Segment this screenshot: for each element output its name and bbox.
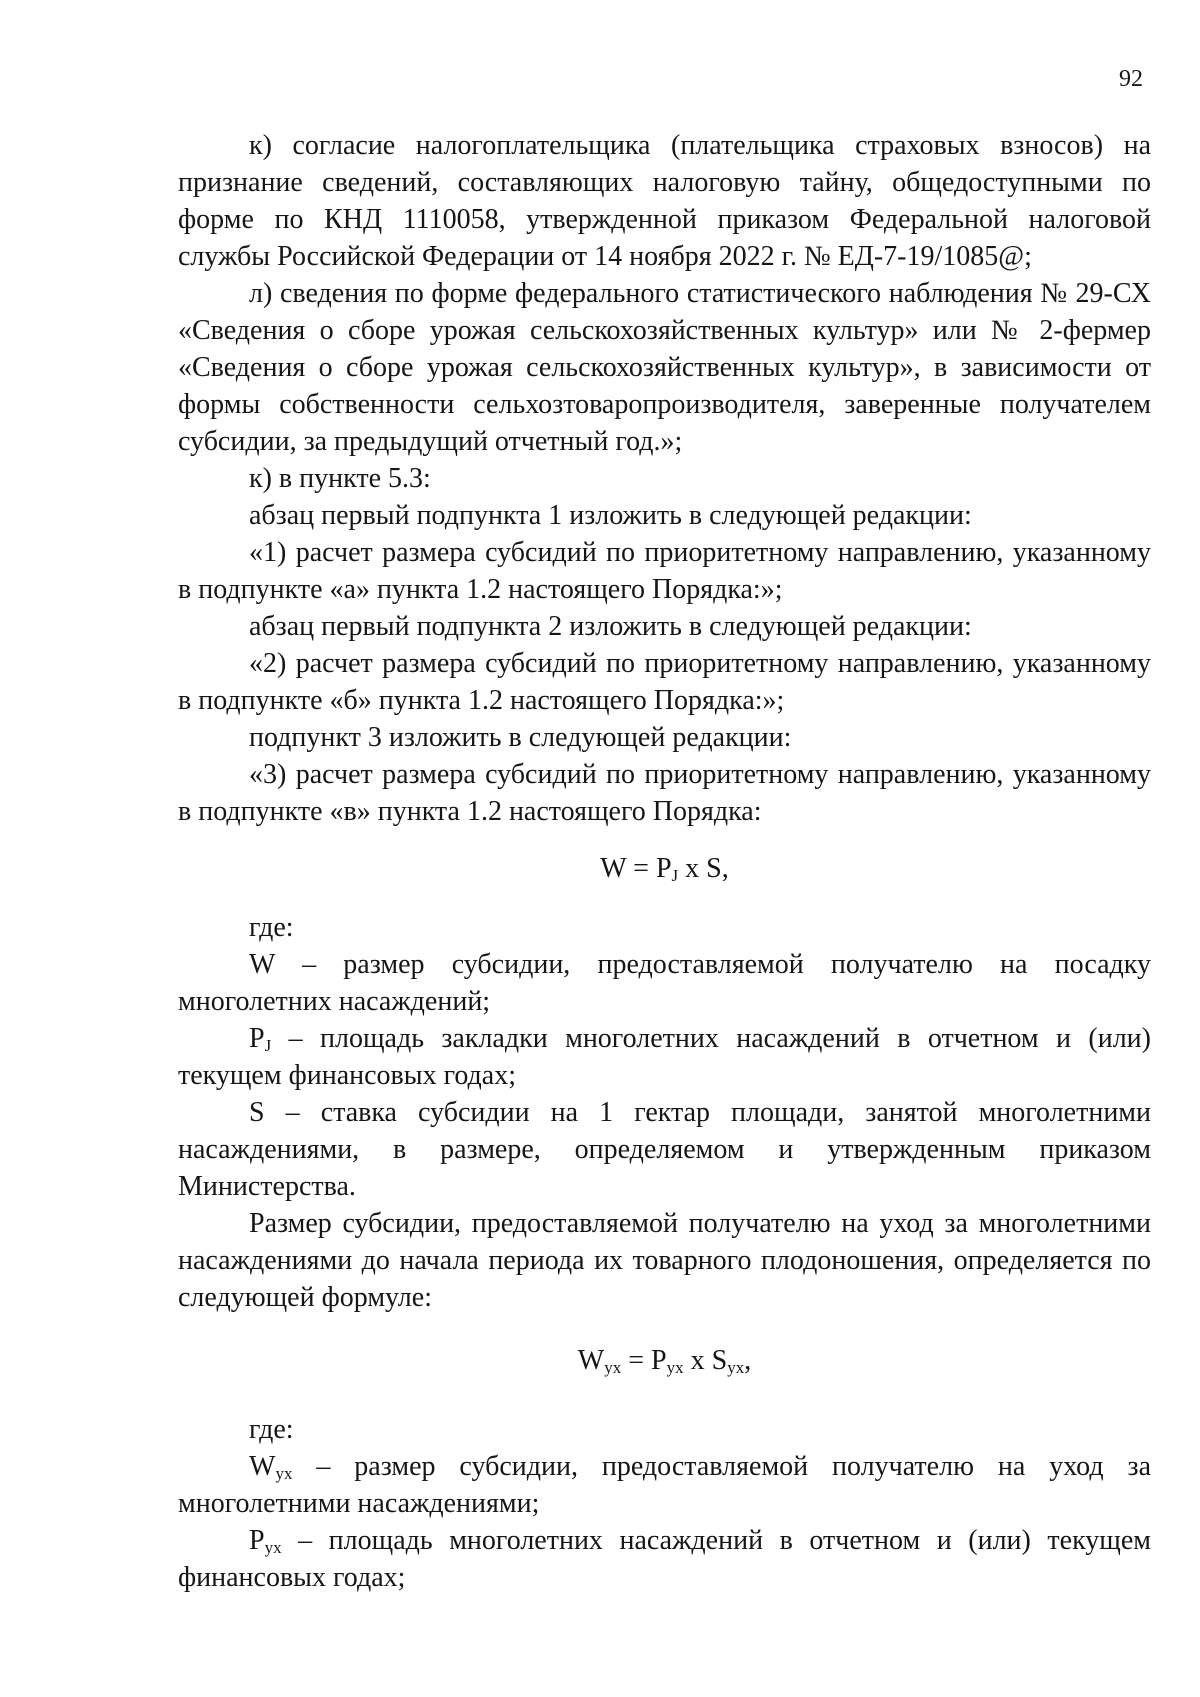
document-body — [178, 127, 1151, 1596]
formula-operator: = — [621, 1345, 652, 1376]
formula-punctuation: , — [744, 1345, 752, 1376]
formula-symbol: W — [600, 853, 627, 884]
paragraph-k-consent: к) согласие налогоплательщика (плательщика страховых взносов) на признание сведений, составляющих налоговую тайну, общедоступными по форме по КНД 1110058, утвержденной приказом Федеральной налоговой службы Российской Федерации от 14 ноября 2022 г. № ЕД-7-19/1085@; — [178, 130, 1151, 272]
definition-wyx — [178, 1448, 1151, 1522]
definition-symbol: S — [249, 1097, 265, 1128]
formula-care-subsidy — [178, 1342, 1151, 1379]
definition-subscript: J — [264, 1036, 272, 1055]
formula-subscript: ух — [727, 1358, 745, 1377]
where-label: где: — [249, 912, 294, 943]
definition-subscript: ух — [264, 1538, 282, 1557]
definition-s — [178, 1094, 1151, 1205]
paragraph-care-subsidy: Размер субсидии, предоставляемой получателю на уход за многолетними насаждениями до начала периода их товарного плодоношения, определяется по следующей формуле: — [178, 1208, 1151, 1313]
paragraph-subpoint-3-intro: подпункт 3 изложить в следующей редакции: — [249, 722, 792, 753]
definition-symbol: P — [249, 1525, 265, 1556]
formula-symbol: P — [651, 1345, 667, 1376]
paragraph-subpoint-2-intro: абзац первый подпункта 2 изложить в следующей редакции: — [249, 611, 972, 642]
formula-symbol: S — [711, 1345, 728, 1376]
definition-text: – ставка субсидии на 1 гектар площади, занятой многолетними насаждениями, в размере, определяемом и утвержденным приказом Министерства. — [178, 1097, 1151, 1202]
formula-subscript: ух — [666, 1358, 684, 1377]
paragraph-k-point-5-3: к) в пункте 5.3: — [249, 463, 431, 494]
definition-symbol: P — [249, 1023, 265, 1054]
definition-pyx — [178, 1522, 1151, 1596]
paragraph-subpoint-3-text: «3) расчет размера субсидий по приоритетному направлению, указанному в подпункте «в» пункта 1.2 настоящего Порядка: — [178, 759, 1151, 827]
formula-symbol: W — [577, 1345, 605, 1376]
definition-symbol: W — [249, 949, 275, 980]
paragraph-subpoint-2-text: «2) расчет размера субсидий по приоритетному направлению, указанному в подпункте «б» пункта 1.2 настоящего Порядка:»; — [178, 648, 1151, 716]
formula-operator: = — [626, 853, 656, 884]
formula-operator: x — [678, 853, 707, 884]
definition-symbol: W — [249, 1451, 276, 1482]
definition-w — [178, 946, 1151, 1020]
definition-text: – размер субсидии, предоставляемой получателю на уход за многолетними насаждениями; — [178, 1451, 1151, 1519]
page-number: 92 — [1119, 66, 1143, 92]
formula-symbol: P — [655, 853, 672, 884]
definition-subscript: ух — [275, 1464, 293, 1483]
formula-subscript: ух — [604, 1358, 622, 1377]
formula-operator: x — [683, 1345, 712, 1376]
formula-subscript: J — [671, 866, 679, 885]
paragraph-subpoint-1-text: «1) расчет размера субсидий по приоритетному направлению, указанному в подпункте «а» пункта 1.2 настоящего Порядка:»; — [178, 537, 1151, 605]
definition-text: – площадь многолетних насаждений в отчетном и (или) текущем финансовых годах; — [178, 1525, 1151, 1593]
paragraph-l-statistics: л) сведения по форме федерального статистического наблюдения № 29-СХ «Сведения о сборе урожая сельскохозяйственных культур» или № 2-фермер «Сведения о сборе урожая сельскохозяйственных культур», в зависимости от формы собственности сельхозтоваропроизводителя, заверенные получателем субсидии, за предыдущий отчетный год.»; — [178, 278, 1151, 457]
paragraph-subpoint-1-intro: абзац первый подпункта 1 изложить в следующей редакции: — [249, 500, 972, 531]
definition-text: – площадь закладки многолетних насаждений в отчетном и (или) текущем финансовых годах; — [178, 1023, 1151, 1091]
formula-punctuation: , — [721, 853, 729, 884]
definition-pj — [178, 1020, 1151, 1094]
formula-symbol: S — [706, 853, 722, 884]
where-label: где: — [249, 1414, 294, 1445]
definition-text: – размер субсидии, предоставляемой получателю на посадку многолетних насаждений; — [178, 949, 1151, 1017]
formula-planting-subsidy — [178, 850, 1151, 887]
